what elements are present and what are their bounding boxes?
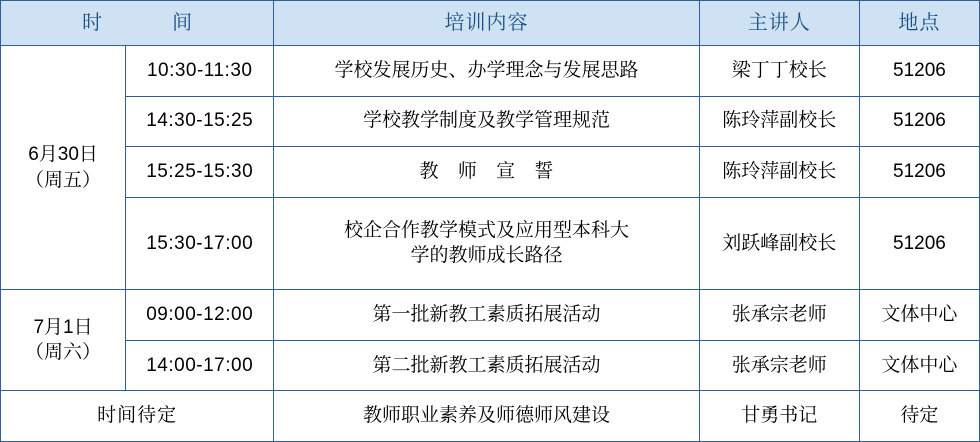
date-line-1: 6月30日 [28,144,98,166]
header-speaker: 主讲人 [699,1,859,46]
place-cell: 51206 [859,197,979,290]
content-cell: 教 师 宣 誓 [274,147,699,198]
date-line-1: 7月1日 [33,316,93,338]
table-row [1,147,980,198]
table-row [1,340,980,391]
place-cell: 待定 [859,391,979,442]
time-cell: 15:30-17:00 [126,197,274,290]
date-cell-july1 [1,290,126,391]
content-cell: 第一批新教工素质拓展活动 [274,290,699,341]
content-cell [274,197,699,290]
speaker-cell: 刘跃峰副校长 [699,197,859,290]
time-cell: 09:00-12:00 [126,290,274,341]
content-cell: 学校发展历史、办学理念与发展思路 [274,46,699,97]
time-cell: 14:30-15:25 [126,96,274,147]
header-row [1,1,980,46]
place-cell: 51206 [859,96,979,147]
time-cell: 14:00-17:00 [126,340,274,391]
content-cell: 学校教学制度及教学管理规范 [274,96,699,147]
date-line-2: （周五） [25,169,102,191]
header-content: 培训内容 [274,1,699,46]
place-cell: 文体中心 [859,340,979,391]
content-line-1: 校企合作教学模式及应用型本科大 [343,219,629,241]
header-place: 地点 [859,1,979,46]
time-cell: 10:30-11:30 [126,46,274,97]
speaker-cell: 张承宗老师 [699,340,859,391]
table-row [1,46,980,97]
table-row [1,96,980,147]
content-line-2: 学的教师成长路径 [410,245,563,267]
table-header [1,1,980,46]
speaker-cell: 甘勇书记 [699,391,859,442]
speaker-cell: 陈玲萍副校长 [699,147,859,198]
content-cell: 教师职业素养及师德师风建设 [274,391,699,442]
speaker-cell: 张承宗老师 [699,290,859,341]
table-body [1,46,980,442]
speaker-cell: 陈玲萍副校长 [699,96,859,147]
place-cell: 51206 [859,46,979,97]
header-time: 时 间 [1,1,274,46]
place-cell: 51206 [859,147,979,198]
content-cell: 第二批新教工素质拓展活动 [274,340,699,391]
table-row [1,391,980,442]
time-cell-tbd: 时间待定 [1,391,274,442]
place-cell: 文体中心 [859,290,979,341]
time-cell: 15:25-15:30 [126,147,274,198]
date-line-2: （周六） [25,342,102,364]
speaker-cell: 梁丁丁校长 [699,46,859,97]
date-cell-june30 [1,46,126,290]
table-row [1,290,980,341]
table-row [1,197,980,290]
